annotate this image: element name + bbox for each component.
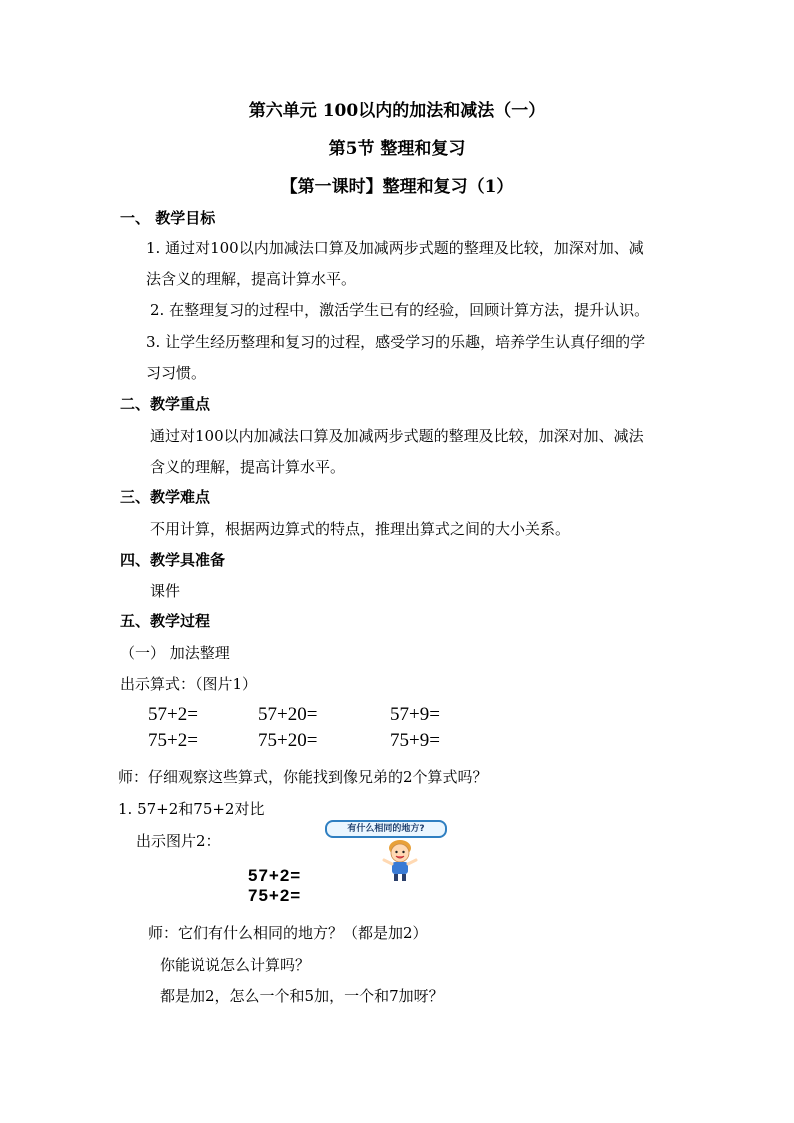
show-picture-2: 出示图片2： xyxy=(136,832,221,850)
objective-1-line-2: 法含义的理解，提高计算水平。 xyxy=(146,270,357,288)
key-points-line-1: 通过对100以内加减法口算及加减两步式题的整理及比较，加深对加、减法 xyxy=(150,427,644,445)
process-heading: 五、教学过程 xyxy=(120,612,211,630)
compare-1: 1. 57+2和75+2对比 xyxy=(118,800,265,818)
speech-bubble: 有什么相同的地方? xyxy=(325,820,447,838)
formula-row2-col2: 75+20= xyxy=(258,730,318,751)
lesson-title: 【第一课时】整理和复习（1） xyxy=(280,177,514,197)
objective-1-line-1: 1. 通过对100以内加减法口算及加减两步式题的整理及比较，加深对加、减 xyxy=(146,239,644,257)
process-sub-1: （一） 加法整理 xyxy=(120,644,230,662)
objective-3-line-1: 3. 让学生经历整理和复习的过程，感受学习的乐趣，培养学生认真仔细的学 xyxy=(146,333,646,351)
question-3: 都是加2，怎么一个和5加，一个和7加呀？ xyxy=(160,987,444,1005)
formula-row1-col2: 57+20= xyxy=(258,704,318,725)
formula-row1-col3: 57+9= xyxy=(390,704,440,725)
difficulties-heading: 三、教学难点 xyxy=(120,488,211,506)
question-1: 师：仔细观察这些算式，你能找到像兄弟的2个算式吗？ xyxy=(118,768,488,786)
preparation-text: 课件 xyxy=(150,582,181,600)
key-points-heading: 二、教学重点 xyxy=(120,395,211,413)
preparation-heading: 四、教学具准备 xyxy=(120,551,226,569)
formula-row2-col1: 75+2= xyxy=(148,730,198,751)
show-picture-1: 出示算式：（图片1） xyxy=(120,675,258,693)
picture-2-formula-2: 75+2= xyxy=(248,886,302,905)
picture-2-formula-1: 57+2= xyxy=(248,866,302,885)
teacher-question: 师：它们有什么相同的地方？（都是加2） xyxy=(148,924,428,942)
difficulties-text: 不用计算，根据两边算式的特点，推理出算式之间的大小关系。 xyxy=(150,520,571,538)
objective-3-line-2: 习习惯。 xyxy=(146,364,207,382)
objective-2: 2. 在整理复习的过程中，激活学生已有的经验，回顾计算方法，提升认识。 xyxy=(150,301,650,319)
key-points-line-2: 含义的理解，提高计算水平。 xyxy=(150,458,346,476)
section-title: 第5节 整理和复习 xyxy=(328,139,466,159)
question-2: 你能说说怎么计算吗？ xyxy=(160,956,311,974)
objectives-heading: 一、 教学目标 xyxy=(120,209,216,227)
formula-row2-col3: 75+9= xyxy=(390,730,440,751)
formula-row1-col1: 57+2= xyxy=(148,704,198,725)
unit-title: 第六单元 100以内的加法和减法（一） xyxy=(248,101,546,121)
boy-illustration-icon xyxy=(380,836,420,882)
